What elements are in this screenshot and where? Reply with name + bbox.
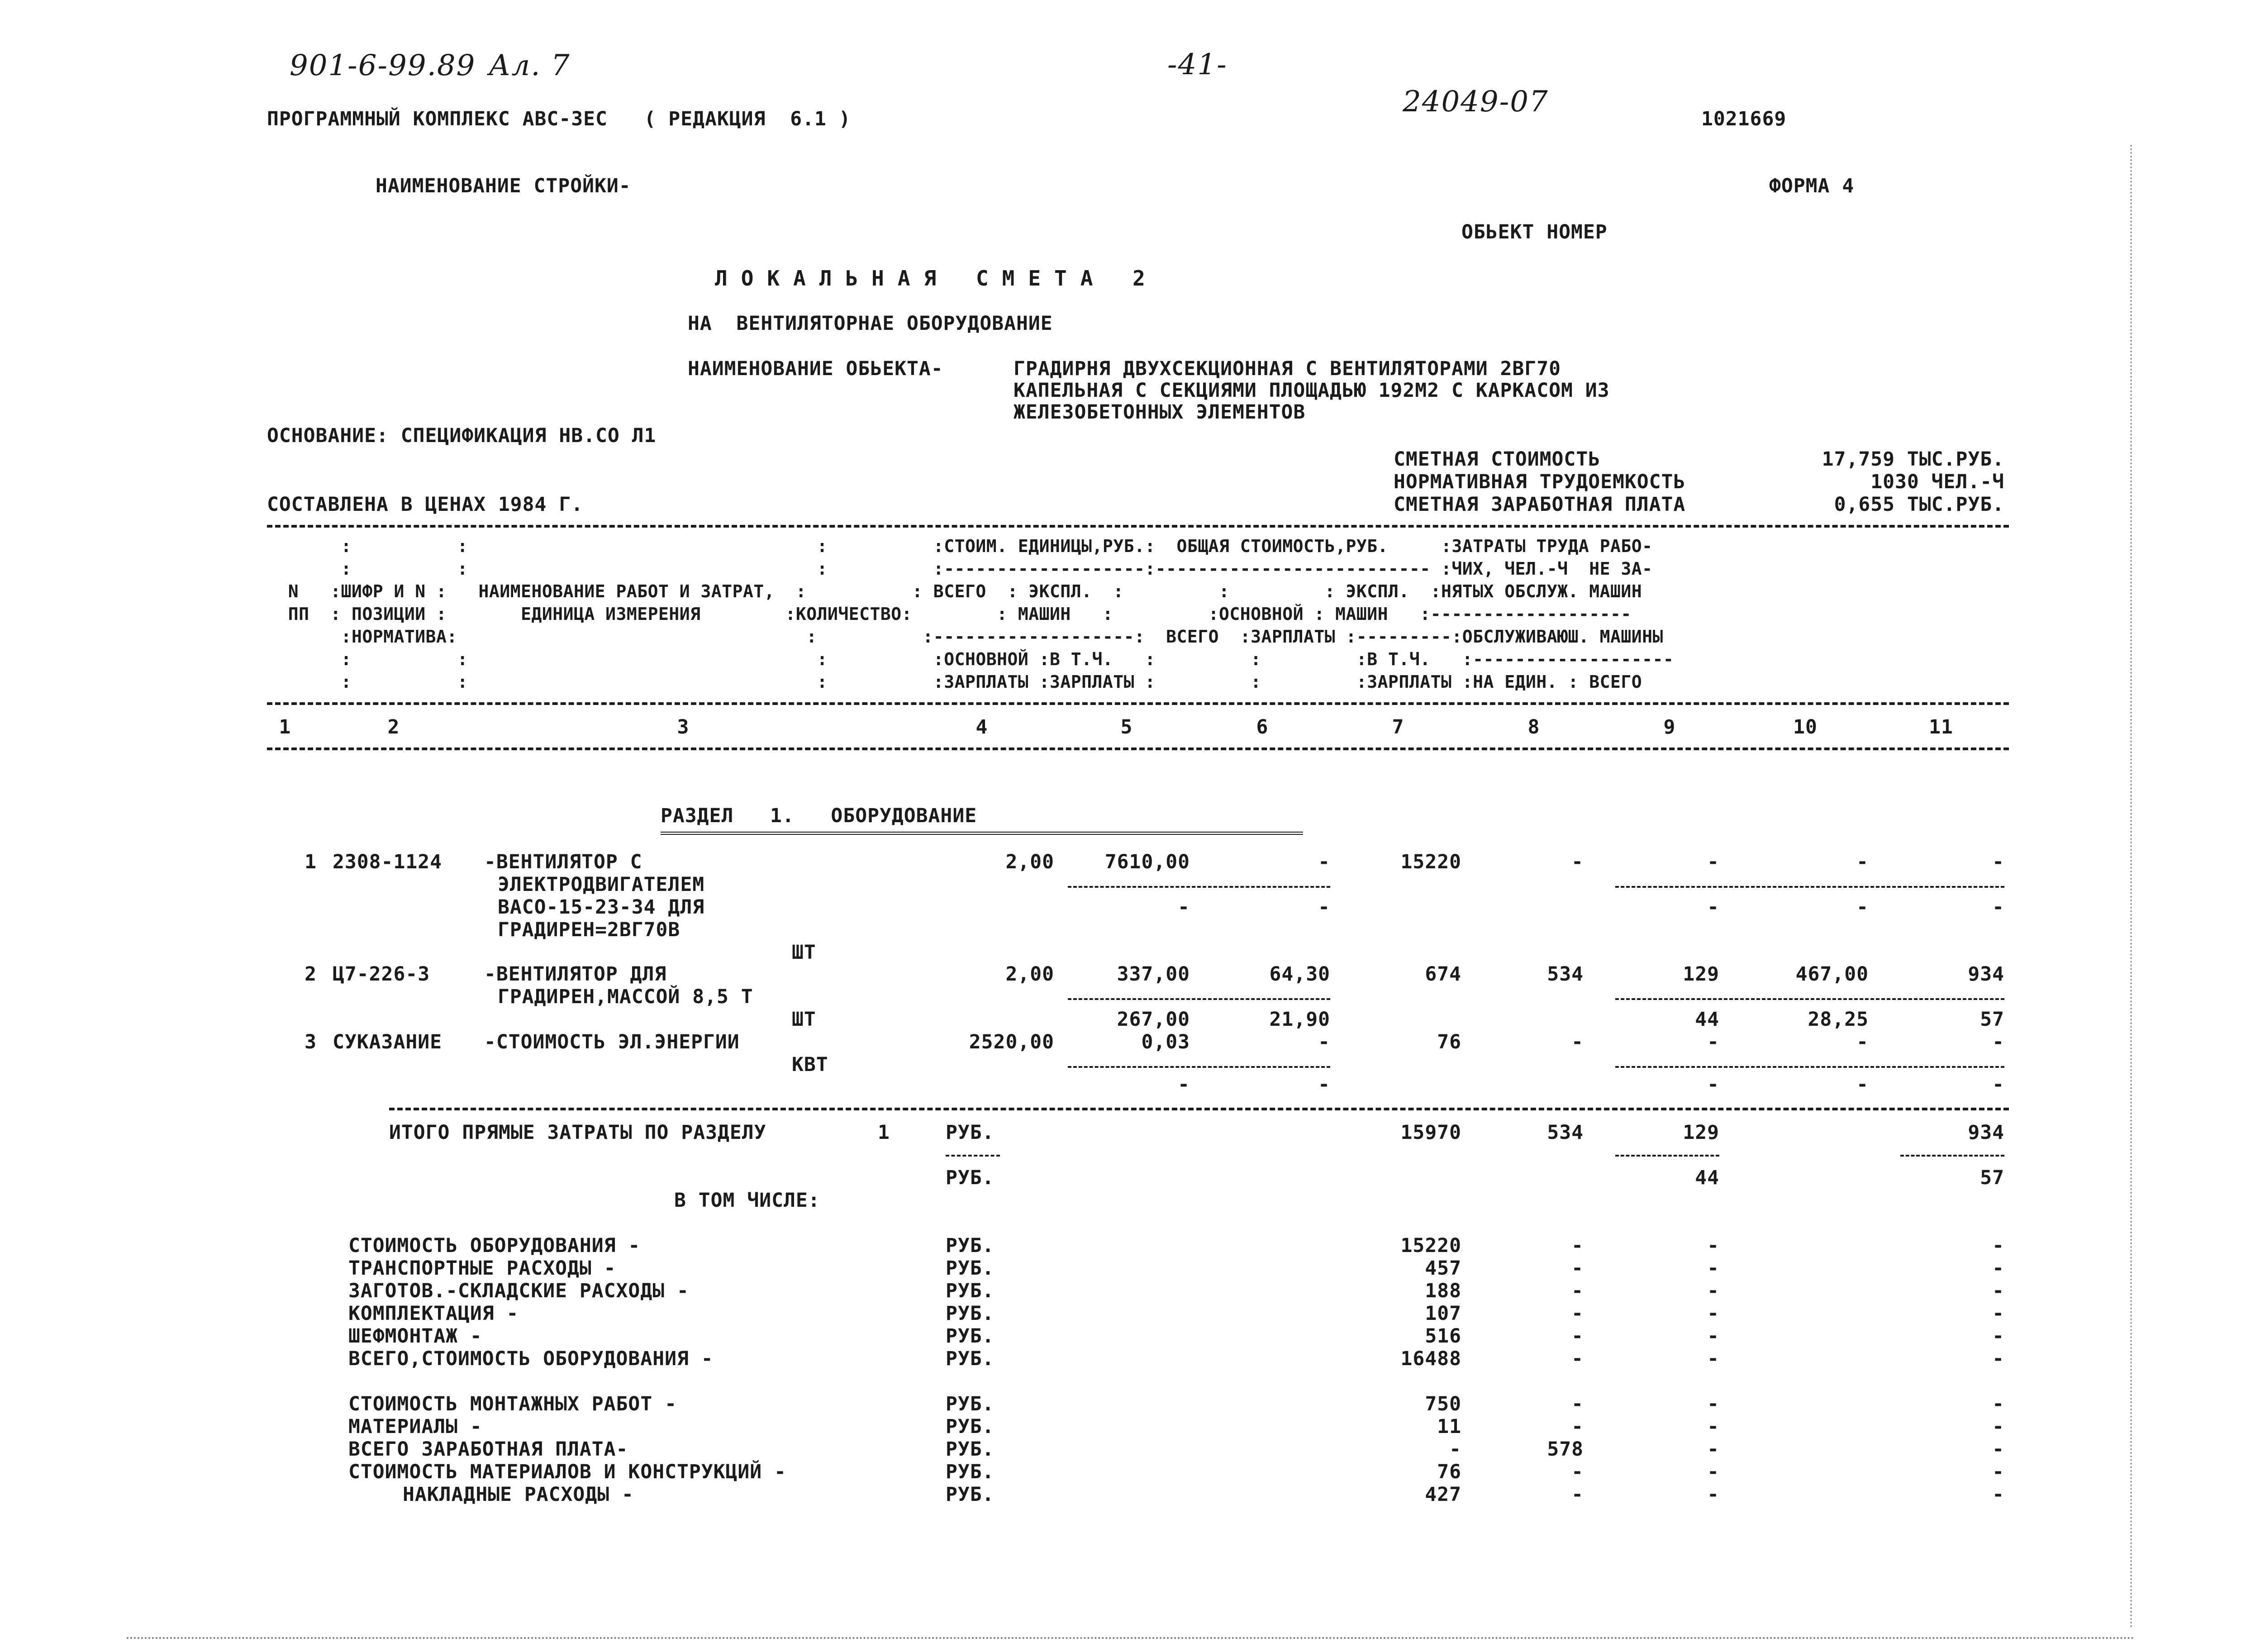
totals-unit-rule [946,1155,1000,1157]
breakdown-label-structures: СТОИМОСТЬ МАТЕРИАЛОВ И КОНСТРУКЦИЙ - [348,1461,786,1483]
document-subtitle: НА ВЕНТИЛЯТОРНАЕ ОБОРУДОВАНИЕ [688,312,1053,335]
object-number-label: ОБЬЕКТ НОМЕР [1461,221,1608,243]
object-name-line-3: ЖЕЛЕЗОБЕТОННЫХ ЭЛЕМЕНТОВ [1014,401,1306,424]
item-3-quantity: 2520,00 [969,1031,1054,1053]
breakdown-machines-equipment: - [1707,1234,1719,1257]
breakdown-unit-completion: РУБ. [946,1302,995,1325]
breakdown-wages-materials: - [1571,1415,1584,1438]
breakdown-labor-equipment: - [1992,1234,2004,1257]
breakdown-total-storage: 188 [1425,1280,1461,1302]
item-2-unit-machine-wages: 21,90 [1269,1008,1330,1031]
breakdown-wages-completion: - [1571,1302,1584,1325]
breakdown-labor-storage: - [1992,1280,2004,1302]
item-2-unit-rule [1068,998,1330,1000]
table-head-line-3: N :ШИФР И N : НАИМЕНОВАНИЕ РАБОТ И ЗАТРАТ, : : ВСЕГО : ЭКСПЛ. : : : ЭКСПЛ. :НЯТЫХ ОБСЛУЖ. МАШИН [267,581,1642,601]
breakdown-total-completion: 107 [1425,1302,1461,1325]
item-3-labor-total: - [1992,1031,2004,1053]
item-1-name-line-4: ГРАДИРЕН=2ВГ70В [498,919,680,941]
basis-line: ОСНОВАНИЕ: СПЕЦИФИКАЦИЯ НВ.СО Л1 [267,424,657,447]
summary-label-cost: СМЕТНАЯ СТОИМОСТЬ [1394,448,1601,471]
item-2-labor-unit: 467,00 [1795,963,1869,985]
breakdown-machines-wages-total: - [1707,1438,1719,1461]
item-2-quantity: 2,00 [1005,963,1054,985]
breakdown-unit-structures: РУБ. [946,1461,995,1483]
summary-value-wages: 0,655 ТЫС.РУБ. [1834,493,2004,516]
object-name-line-2: КАПЕЛЬНАЯ С СЕКЦИЯМИ ПЛОЩАДЬЮ 192М2 С КАРКАСОМ ИЗ [1014,379,1610,402]
breakdown-unit-storage: РУБ. [946,1280,995,1302]
breakdown-machines-materials: - [1707,1415,1719,1438]
breakdown-label-wages-total: ВСЕГО ЗАРАБОТНАЯ ПЛАТА- [348,1438,628,1461]
item-3-service-total: - [1992,1073,2004,1096]
item-2-labor-total: 934 [1968,963,2004,985]
item-1-name-line-1: -ВЕНТИЛЯТОР С [484,851,642,873]
breakdown-labor-installation: - [1992,1393,2004,1415]
item-1-unit-machine-wages: - [1318,896,1330,919]
item-3-unit: КВТ [792,1053,828,1076]
breakdown-wages-equipment-total: - [1571,1347,1584,1370]
item-3-machine-wages: - [1707,1073,1719,1096]
item-3-machines: - [1707,1031,1719,1053]
item-1-labor-rule [1615,886,2004,888]
breakdown-wages-transport: - [1571,1257,1584,1280]
item-1-wages: - [1571,851,1584,873]
item-3-unit-rule [1068,1066,1330,1068]
breakdown-labor-completion: - [1992,1302,2004,1325]
item-2-unit-total: 337,00 [1117,963,1190,985]
column-number-4: 4 [975,716,988,738]
item-3-unit-wages: - [1178,1073,1190,1096]
breakdown-total-installation: 750 [1425,1393,1461,1415]
table-numbers-rule [267,747,2009,750]
item-1-labor-total: - [1992,851,2004,873]
object-label: НАИМЕНОВАНИЕ ОБЬЕКТА- [688,357,943,380]
item-3-unit-machines: - [1318,1031,1330,1053]
document-code: 1021669 [1701,108,1787,130]
breakdown-total-equipment-total: 16488 [1400,1347,1461,1370]
breakdown-label-equipment-total: ВСЕГО,СТОИМОСТЬ ОБОРУДОВАНИЯ - [348,1347,714,1370]
breakdown-label-installation: СТОИМОСТЬ МОНТАЖНЫХ РАБОТ - [348,1393,677,1415]
column-number-10: 10 [1793,716,1818,738]
breakdown-machines-installation: - [1707,1393,1719,1415]
section-title: РАЗДЕЛ 1. ОБОРУДОВАНИЕ [661,805,977,827]
totals-labor: 934 [1968,1121,2004,1144]
paper-tear-line [127,1637,2136,1639]
summary-label-labor: НОРМАТИВНАЯ ТРУДОЕМКОСТЬ [1394,471,1686,493]
table-head-line-7: : : : :ЗАРПЛАТЫ :ЗАРПЛАТЫ : : :ЗАРПЛАТЫ :НА ЕДИН. : ВСЕГО [267,672,1642,692]
breakdown-machines-structures: - [1707,1461,1719,1483]
item-3-labor-unit: - [1856,1031,1869,1053]
item-2-total: 674 [1425,963,1461,985]
column-number-1: 1 [279,716,291,738]
column-number-3: 3 [677,716,690,738]
item-3-name-line-1: -СТОИМОСТЬ ЭЛ.ЭНЕРГИИ [484,1031,740,1053]
totals-unit-2: РУБ. [946,1166,995,1189]
totals-service: 57 [1980,1166,2004,1189]
breakdown-total-structures: 76 [1437,1461,1461,1483]
table-top-rule [267,525,2009,528]
breakdown-label-supervision: ШЕФМОНТАЖ - [348,1325,482,1347]
totals-rule [389,1108,2009,1110]
document-title: ЛОКАЛЬНАЯ СМЕТА 2 [715,266,1159,290]
item-1-unit-total: 7610,00 [1104,851,1190,873]
program-title: ПРОГРАММНЫЙ КОМПЛЕКС АВС-3ЕС ( РЕДАКЦИЯ 6.1 ) [267,108,851,130]
handwritten-project-code: 901-6-99.89 [290,49,476,82]
item-1-name-line-2: ЭЛЕКТРОДВИГАТЕЛЕМ [498,873,705,896]
item-3-total: 76 [1437,1031,1461,1053]
item-2-unit-machines: 64,30 [1269,963,1330,985]
totals-label: ИТОГО ПРЯМЫЕ ЗАТРАТЫ ПО РАЗДЕЛУ [389,1121,766,1144]
breakdown-unit-wages-total: РУБ. [946,1438,995,1461]
construction-label: НАИМЕНОВАНИЕ СТРОЙКИ- [376,175,631,197]
breakdown-labor-transport: - [1992,1257,2004,1280]
breakdown-labor-supervision: - [1992,1325,2004,1347]
column-number-5: 5 [1120,716,1133,738]
breakdown-label-storage: ЗАГОТОВ.-СКЛАДСКИЕ РАСХОДЫ - [348,1280,689,1302]
breakdown-unit-overhead: РУБ. [946,1483,995,1506]
paper-right-edge [2130,145,2132,1629]
form-label: ФОРМА 4 [1769,175,1855,197]
table-head-line-4: ПП : ПОЗИЦИИ : ЕДИНИЦА ИЗМЕРЕНИЯ :КОЛИЧЕСТВО: : МАШИН : :ОСНОВНОЙ : МАШИН :------------------- [267,604,1632,624]
item-2-labor-rule [1615,998,2004,1000]
breakdown-machines-storage: - [1707,1280,1719,1302]
table-head-line-2: : : : :-------------------:-------------------------- :ЧИХ, ЧЕЛ.-Ч НЕ ЗА- [267,559,1653,579]
totals-machine-wages: 44 [1695,1166,1719,1189]
breakdown-machines-supervision: - [1707,1325,1719,1347]
column-number-8: 8 [1527,716,1540,738]
item-1-unit-machines: - [1318,851,1330,873]
totals-total: 15970 [1400,1121,1461,1144]
item-2-service-total: 57 [1980,1008,2004,1031]
breakdown-wages-equipment: - [1571,1234,1584,1257]
handwritten-page-number: -41- [1167,48,1228,81]
breakdown-label-overhead: НАКЛАДНЫЕ РАСХОДЫ - [403,1483,634,1506]
breakdown-total-equipment: 15220 [1400,1234,1461,1257]
breakdown-machines-transport: - [1707,1257,1719,1280]
item-1-number: 1 [305,851,317,873]
totals-wages: 534 [1547,1121,1584,1144]
breakdown-unit-supervision: РУБ. [946,1325,995,1347]
breakdown-machines-completion: - [1707,1302,1719,1325]
summary-value-labor: 1030 ЧЕЛ.-Ч [1870,471,2004,493]
item-1-service-unit: - [1856,896,1869,919]
item-1-name-line-3: ВАСО-15-23-34 ДЛЯ [498,896,705,919]
breakdown-wages-wages-total: 578 [1547,1438,1584,1461]
breakdown-unit-materials: РУБ. [946,1415,995,1438]
item-2-machine-wages: 44 [1695,1008,1719,1031]
breakdown-wages-overhead: - [1571,1483,1584,1506]
item-2-machines: 129 [1683,963,1719,985]
item-1-machine-wages: - [1707,896,1719,919]
prices-basis: СОСТАВЛЕНА В ЦЕНАХ 1984 Г. [267,493,584,516]
column-number-9: 9 [1663,716,1676,738]
breakdown-labor-wages-total: - [1992,1438,2004,1461]
item-3-labor-rule [1615,1066,2004,1068]
item-1-labor-unit: - [1856,851,1869,873]
column-number-2: 2 [387,716,400,738]
item-3-number: 3 [305,1031,317,1053]
breakdown-wages-installation: - [1571,1393,1584,1415]
column-number-7: 7 [1392,716,1404,738]
item-3-unit-machine-wages: - [1318,1073,1330,1096]
item-3-code: СУКАЗАНИЕ [333,1031,442,1053]
handwritten-sheet-label: Ал. 7 [489,49,571,82]
table-head-line-5: :НОРМАТИВА: : :-------------------: ВСЕГО :ЗАРПЛАТЫ :---------:ОБСЛУЖИВАЮШ. МАШИНЫ [267,627,1663,647]
summary-value-cost: 17,759 ТЫС.РУБ. [1822,448,2004,471]
breakdown-label-materials: МАТЕРИАЛЫ - [348,1415,482,1438]
breakdown-labor-overhead: - [1992,1483,2004,1506]
breakdown-unit-equipment: РУБ. [946,1234,995,1257]
item-1-quantity: 2,00 [1005,851,1054,873]
breakdown-total-wages-total: - [1449,1438,1461,1461]
item-3-service-unit: - [1856,1073,1869,1096]
item-1-unit-rule [1068,886,1330,888]
item-3-wages: - [1571,1031,1584,1053]
table-head-line-1: : : : :СТОИМ. ЕДИНИЦЫ,РУБ.: ОБЩАЯ СТОИМОСТЬ,РУБ. :ЗАТРАТЫ ТРУДА РАБО- [267,536,1653,556]
breakdown-labor-materials: - [1992,1415,2004,1438]
item-1-total: 15220 [1400,851,1461,873]
object-name-line-1: ГРАДИРНЯ ДВУХСЕКЦИОННАЯ С ВЕНТИЛЯТОРАМИ 2ВГ70 [1014,357,1561,380]
item-1-unit: ШТ [792,941,816,964]
item-1-unit-wages: - [1178,896,1190,919]
column-number-11: 11 [1929,716,1953,738]
breakdown-total-supervision: 516 [1425,1325,1461,1347]
totals-machines: 129 [1683,1121,1719,1144]
item-2-wages: 534 [1547,963,1584,985]
item-2-number: 2 [305,963,317,985]
item-2-unit: ШТ [792,1008,816,1031]
handwritten-registration-number: 24049-07 [1403,85,1549,119]
item-3-unit-total: 0,03 [1141,1031,1190,1053]
breakdown-machines-equipment-total: - [1707,1347,1719,1370]
breakdown-total-transport: 457 [1425,1257,1461,1280]
totals-machines-rule [1615,1155,1719,1157]
summary-label-wages: СМЕТНАЯ ЗАРАБОТНАЯ ПЛАТА [1394,493,1686,516]
column-number-6: 6 [1256,716,1269,738]
breakdown-total-overhead: 427 [1425,1483,1461,1506]
breakdown-total-materials: 11 [1437,1415,1461,1438]
breakdown-wages-supervision: - [1571,1325,1584,1347]
breakdown-label-equipment: СТОИМОСТЬ ОБОРУДОВАНИЯ - [348,1234,641,1257]
breakdown-wages-structures: - [1571,1461,1584,1483]
totals-unit: РУБ. [946,1121,995,1144]
item-1-machines: - [1707,851,1719,873]
item-2-unit-wages: 267,00 [1117,1008,1190,1031]
breakdown-labor-equipment-total: - [1992,1347,2004,1370]
section-underline [661,832,1303,835]
breakdown-unit-transport: РУБ. [946,1257,995,1280]
breakdown-wages-storage: - [1571,1280,1584,1302]
breakdown-machines-overhead: - [1707,1483,1719,1506]
totals-labor-rule [1900,1155,2004,1157]
item-2-code: Ц7-226-3 [333,963,430,985]
totals-section-number: 1 [878,1121,890,1144]
including-label: В ТОМ ЧИСЛЕ: [674,1189,820,1212]
item-2-name-line-2: ГРАДИРЕН,МАССОЙ 8,5 Т [498,985,753,1008]
breakdown-label-transport: ТРАНСПОРТНЫЕ РАСХОДЫ - [348,1257,616,1280]
breakdown-unit-installation: РУБ. [946,1393,995,1415]
breakdown-unit-equipment-total: РУБ. [946,1347,995,1370]
table-head-line-6: : : : :ОСНОВНОЙ :В Т.Ч. : : :В Т.Ч. :------------------- [267,649,1674,669]
item-2-name-line-1: -ВЕНТИЛЯТОР ДЛЯ [484,963,667,985]
item-2-service-unit: 28,25 [1808,1008,1869,1031]
item-1-code: 2308-1124 [333,851,442,873]
item-1-service-total: - [1992,896,2004,919]
breakdown-labor-structures: - [1992,1461,2004,1483]
table-head-rule [267,702,2009,705]
breakdown-label-completion: КОМПЛЕКТАЦИЯ - [348,1302,519,1325]
